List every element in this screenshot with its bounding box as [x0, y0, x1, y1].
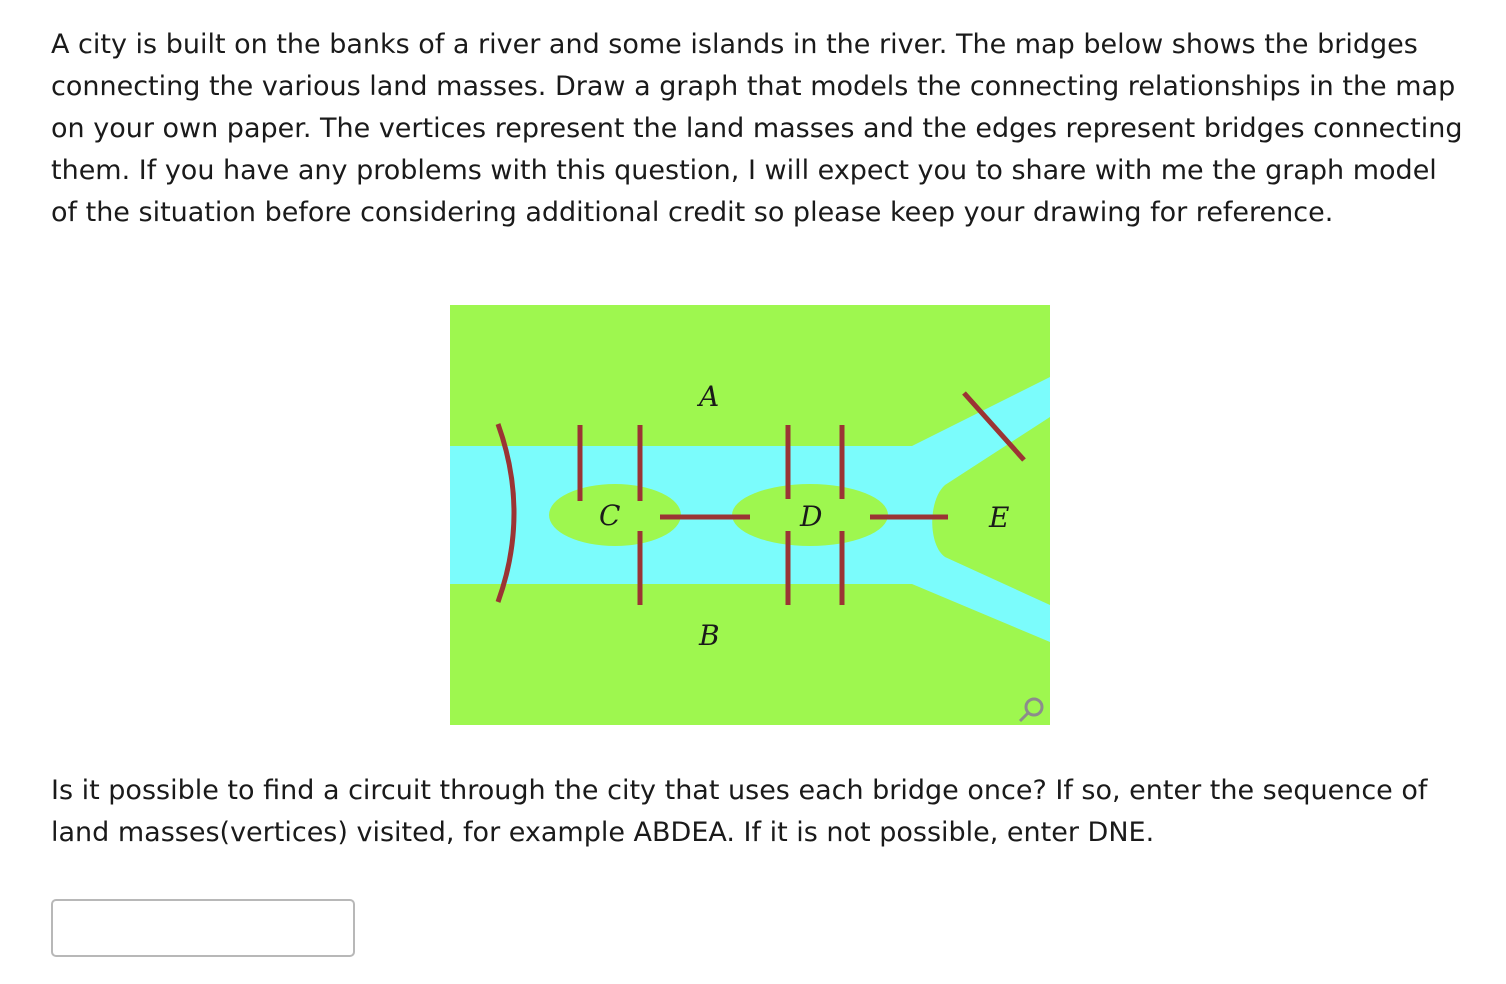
label-b: B [699, 619, 720, 652]
label-a: A [699, 380, 720, 413]
prompt-text: Is it possible to find a circuit through the city that uses each bridge once? If so, enter the sequence of land masses(vertices) visited, for example ABDEA. If it is not possible, enter DNE. [51, 775, 1428, 848]
label-c: C [599, 499, 621, 532]
question-text: A city is built on the banks of a river and some islands in the river. The map below shows the bridges connecting the various land masses. Draw a graph that models the connecting relationships in the map on your own paper. The vertices represent the land masses and the edges represent bridges connecting them. If you have any problems with this question, I will expect you to share with me the graph model of the situation before considering additional credit so please keep your drawing for reference. [51, 29, 1463, 228]
answer-input[interactable] [51, 899, 355, 957]
bridge-map [450, 305, 1050, 725]
label-e: E [989, 501, 1010, 534]
label-d: D [800, 500, 823, 533]
